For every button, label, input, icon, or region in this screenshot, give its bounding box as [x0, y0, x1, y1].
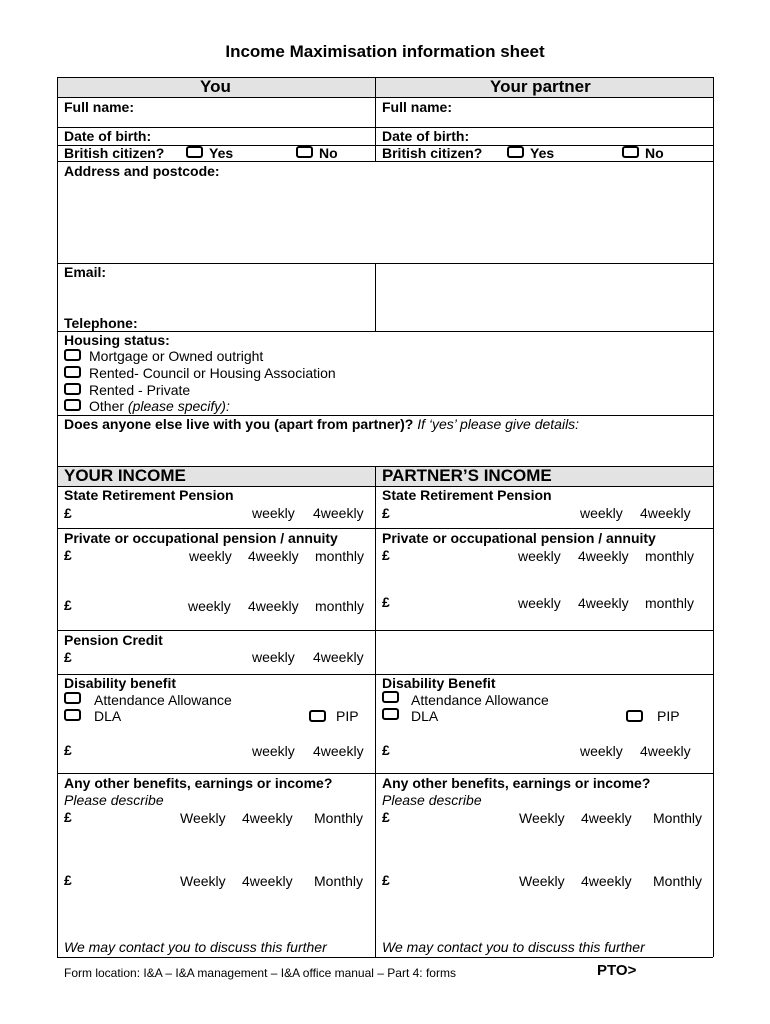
you-citizen-no-label: No: [319, 145, 338, 161]
you-other-pound-2: £: [64, 872, 72, 888]
housing-label: Housing status:: [64, 332, 170, 348]
you-other-4weekly-2: 4weekly: [242, 873, 293, 889]
partner-state-pension-label: State Retirement Pension: [382, 487, 552, 503]
housing-council-checkbox[interactable]: [64, 366, 81, 378]
you-header: You: [200, 77, 231, 96]
housing-option-council: Rented- Council or Housing Association: [89, 365, 336, 381]
you-other-monthly-2: Monthly: [314, 873, 364, 889]
you-private-pension-pound-2: £: [64, 597, 72, 613]
partner-state-pension-4weekly: 4weekly: [640, 505, 691, 521]
you-citizen-label: British citizen?: [64, 145, 165, 161]
you-state-pension-pound: £: [64, 505, 72, 521]
header-row-shade: [57, 77, 713, 97]
partner-private-pension-4weekly-1: 4weekly: [578, 548, 629, 564]
you-pip-checkbox[interactable]: [309, 710, 326, 722]
partner-other-pound-2: £: [382, 872, 390, 888]
you-other-weekly-2: Weekly: [180, 873, 226, 889]
you-pension-credit-4weekly: 4weekly: [313, 649, 364, 665]
partner-pip-label: PIP: [657, 708, 680, 724]
housing-other-label: Other: [89, 398, 125, 414]
address-label: Address and postcode:: [64, 163, 220, 179]
form-location: Form location: I&A – I&A management – I&A office manual – Part 4: forms: [64, 966, 456, 980]
partner-private-pension-pound-1: £: [382, 547, 390, 563]
partner-disability-4weekly: 4weekly: [640, 743, 691, 759]
you-pip-label: PIP: [336, 708, 359, 724]
partner-other-monthly-1: Monthly: [653, 810, 703, 826]
you-pension-credit-pound: £: [64, 649, 72, 665]
partner-other-4weekly-2: 4weekly: [581, 873, 632, 889]
partner-private-pension-monthly-1: monthly: [645, 548, 695, 564]
you-private-pension-4weekly-2: 4weekly: [248, 598, 299, 614]
partner-other-label: Any other benefits, earnings or income?: [382, 775, 651, 791]
you-contact-note: We may contact you to discuss this further: [64, 939, 327, 955]
you-attendance-checkbox[interactable]: [64, 692, 81, 704]
you-private-pension-monthly-2: monthly: [315, 598, 365, 614]
you-attendance-label: Attendance Allowance: [94, 692, 232, 708]
you-private-pension-label: Private or occupational pension / annuity: [64, 530, 338, 546]
pto-label: PTO>: [597, 962, 637, 979]
partner-other-describe: Please describe: [382, 792, 482, 808]
you-private-pension-4weekly-1: 4weekly: [248, 548, 299, 564]
telephone-label: Telephone:: [64, 315, 138, 331]
housing-mortgage-checkbox[interactable]: [64, 349, 81, 361]
you-state-pension-weekly: weekly: [252, 505, 295, 521]
you-dla-checkbox[interactable]: [64, 709, 81, 721]
you-disability-weekly: weekly: [252, 743, 295, 759]
you-disability-label: Disability benefit: [64, 675, 177, 691]
partner-private-pension-monthly-2: monthly: [645, 595, 695, 611]
housing-private-checkbox[interactable]: [64, 383, 81, 395]
you-private-pension-pound-1: £: [64, 547, 72, 563]
partner-attendance-checkbox[interactable]: [382, 691, 399, 703]
partner-full-name-label: Full name:: [382, 99, 453, 115]
partner-citizen-label: British citizen?: [382, 145, 483, 161]
you-private-pension-weekly-1: weekly: [189, 548, 232, 564]
partner-disability-label: Disability Benefit: [382, 675, 496, 691]
you-other-4weekly-1: 4weekly: [242, 810, 293, 826]
partner-other-4weekly-1: 4weekly: [581, 810, 632, 826]
you-other-weekly-1: Weekly: [180, 810, 226, 826]
you-disability-4weekly: 4weekly: [313, 743, 364, 759]
housing-other-note: (please specify):: [127, 398, 230, 414]
you-other-describe: Please describe: [64, 792, 164, 808]
partner-disability-weekly: weekly: [580, 743, 623, 759]
you-citizen-yes-label: Yes: [209, 145, 234, 161]
you-state-pension-label: State Retirement Pension: [64, 487, 234, 503]
partner-other-weekly-2: Weekly: [519, 873, 565, 889]
partner-state-pension-pound: £: [382, 505, 390, 521]
partner-citizen-no-label: No: [645, 145, 664, 161]
partner-private-pension-weekly-1: weekly: [518, 548, 561, 564]
partner-attendance-label: Attendance Allowance: [411, 692, 549, 708]
you-dob-label: Date of birth:: [64, 128, 152, 144]
you-other-pound-1: £: [64, 809, 72, 825]
partner-header: Your partner: [490, 77, 591, 96]
partner-other-pound-1: £: [382, 809, 390, 825]
partner-dla-checkbox[interactable]: [382, 708, 399, 720]
email-label: Email:: [64, 264, 107, 280]
you-private-pension-weekly-2: weekly: [188, 598, 231, 614]
you-other-label: Any other benefits, earnings or income?: [64, 775, 333, 791]
partner-other-monthly-2: Monthly: [653, 873, 703, 889]
partner-private-pension-4weekly-2: 4weekly: [578, 595, 629, 611]
you-full-name-label: Full name:: [64, 99, 135, 115]
partner-dob-label: Date of birth:: [382, 128, 470, 144]
partner-citizen-no-checkbox[interactable]: [622, 146, 639, 158]
housing-option-other: [89, 398, 230, 414]
partner-other-weekly-1: Weekly: [519, 810, 565, 826]
housing-other-checkbox[interactable]: [64, 399, 81, 411]
you-pension-credit-weekly: weekly: [252, 649, 295, 665]
you-pension-credit-label: Pension Credit: [64, 632, 163, 648]
partner-disability-pound: £: [382, 742, 390, 758]
housing-option-mortgage: Mortgage or Owned outright: [89, 348, 264, 364]
you-disability-pound: £: [64, 742, 72, 758]
you-dla-label: DLA: [94, 708, 122, 724]
partner-citizen-yes-checkbox[interactable]: [507, 146, 524, 158]
partner-citizen-yes-label: Yes: [530, 145, 555, 161]
you-private-pension-monthly-1: monthly: [315, 548, 365, 564]
your-income-header: YOUR INCOME: [64, 466, 186, 485]
you-state-pension-4weekly: 4weekly: [313, 505, 364, 521]
you-other-monthly-1: Monthly: [314, 810, 364, 826]
you-citizen-yes-checkbox[interactable]: [186, 146, 203, 158]
partner-pip-checkbox[interactable]: [626, 710, 643, 722]
others-live-question: Does anyone else live with you (apart from partner)? If ‘yes’ please give details:: [64, 416, 580, 432]
partner-income-header: PARTNER’S INCOME: [382, 466, 552, 485]
you-citizen-no-checkbox[interactable]: [296, 146, 313, 158]
page-title: Income Maximisation information sheet: [225, 42, 545, 61]
partner-private-pension-weekly-2: weekly: [518, 595, 561, 611]
housing-option-private: Rented - Private: [89, 382, 191, 398]
partner-private-pension-label: Private or occupational pension / annuity: [382, 530, 656, 546]
partner-dla-label: DLA: [411, 708, 439, 724]
partner-private-pension-pound-2: £: [382, 594, 390, 610]
partner-contact-note: We may contact you to discuss this further: [382, 939, 645, 955]
partner-state-pension-weekly: weekly: [580, 505, 623, 521]
